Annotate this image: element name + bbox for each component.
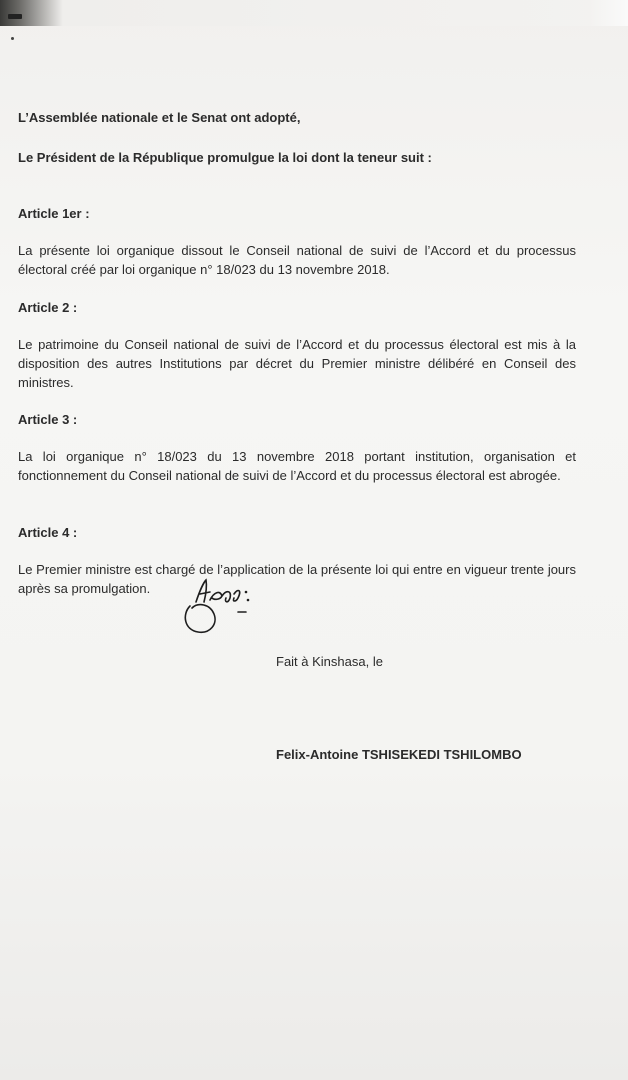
- article-3-heading: Article 3 :: [18, 412, 78, 427]
- staple-mark: [8, 14, 22, 19]
- place-and-date: Fait à Kinshasa, le: [276, 654, 383, 669]
- article-4-heading: Article 4 :: [18, 525, 78, 540]
- preamble-promulgation: Le Président de la République promulgue la loi dont la teneur suit :: [18, 150, 432, 165]
- paper-speck: [11, 37, 14, 40]
- top-edge-shadow: [0, 0, 628, 26]
- article-4-text: Le Premier ministre est chargé de l’application de la présente loi qui entre en vigueur trente jours après sa promulgation.: [18, 562, 576, 596]
- article-2-heading: Article 2 :: [18, 300, 78, 315]
- signatory-name: Felix-Antoine TSHISEKEDI TSHILOMBO: [276, 747, 522, 762]
- article-3-text: La loi organique n° 18/023 du 13 novembre 2018 portant institution, organisation et fonctionnement du Conseil national de suivi de l’Accord et du processus électoral est abrogée.: [18, 449, 576, 483]
- article-1-heading: Article 1er :: [18, 206, 90, 221]
- article-2-text: Le patrimoine du Conseil national de suivi de l’Accord et du processus électoral est mis à la disposition des autres Institutions par décret du Premier ministre délibéré en Conseil des ministres.: [18, 337, 576, 390]
- preamble-adoption: L’Assemblée nationale et le Senat ont adopté,: [18, 110, 301, 125]
- article-1-text: La présente loi organique dissout le Conseil national de suivi de l’Accord et du processus électoral créé par loi organique n° 18/023 du 13 novembre 2018.: [18, 243, 576, 277]
- handwritten-signature-icon: [176, 572, 256, 636]
